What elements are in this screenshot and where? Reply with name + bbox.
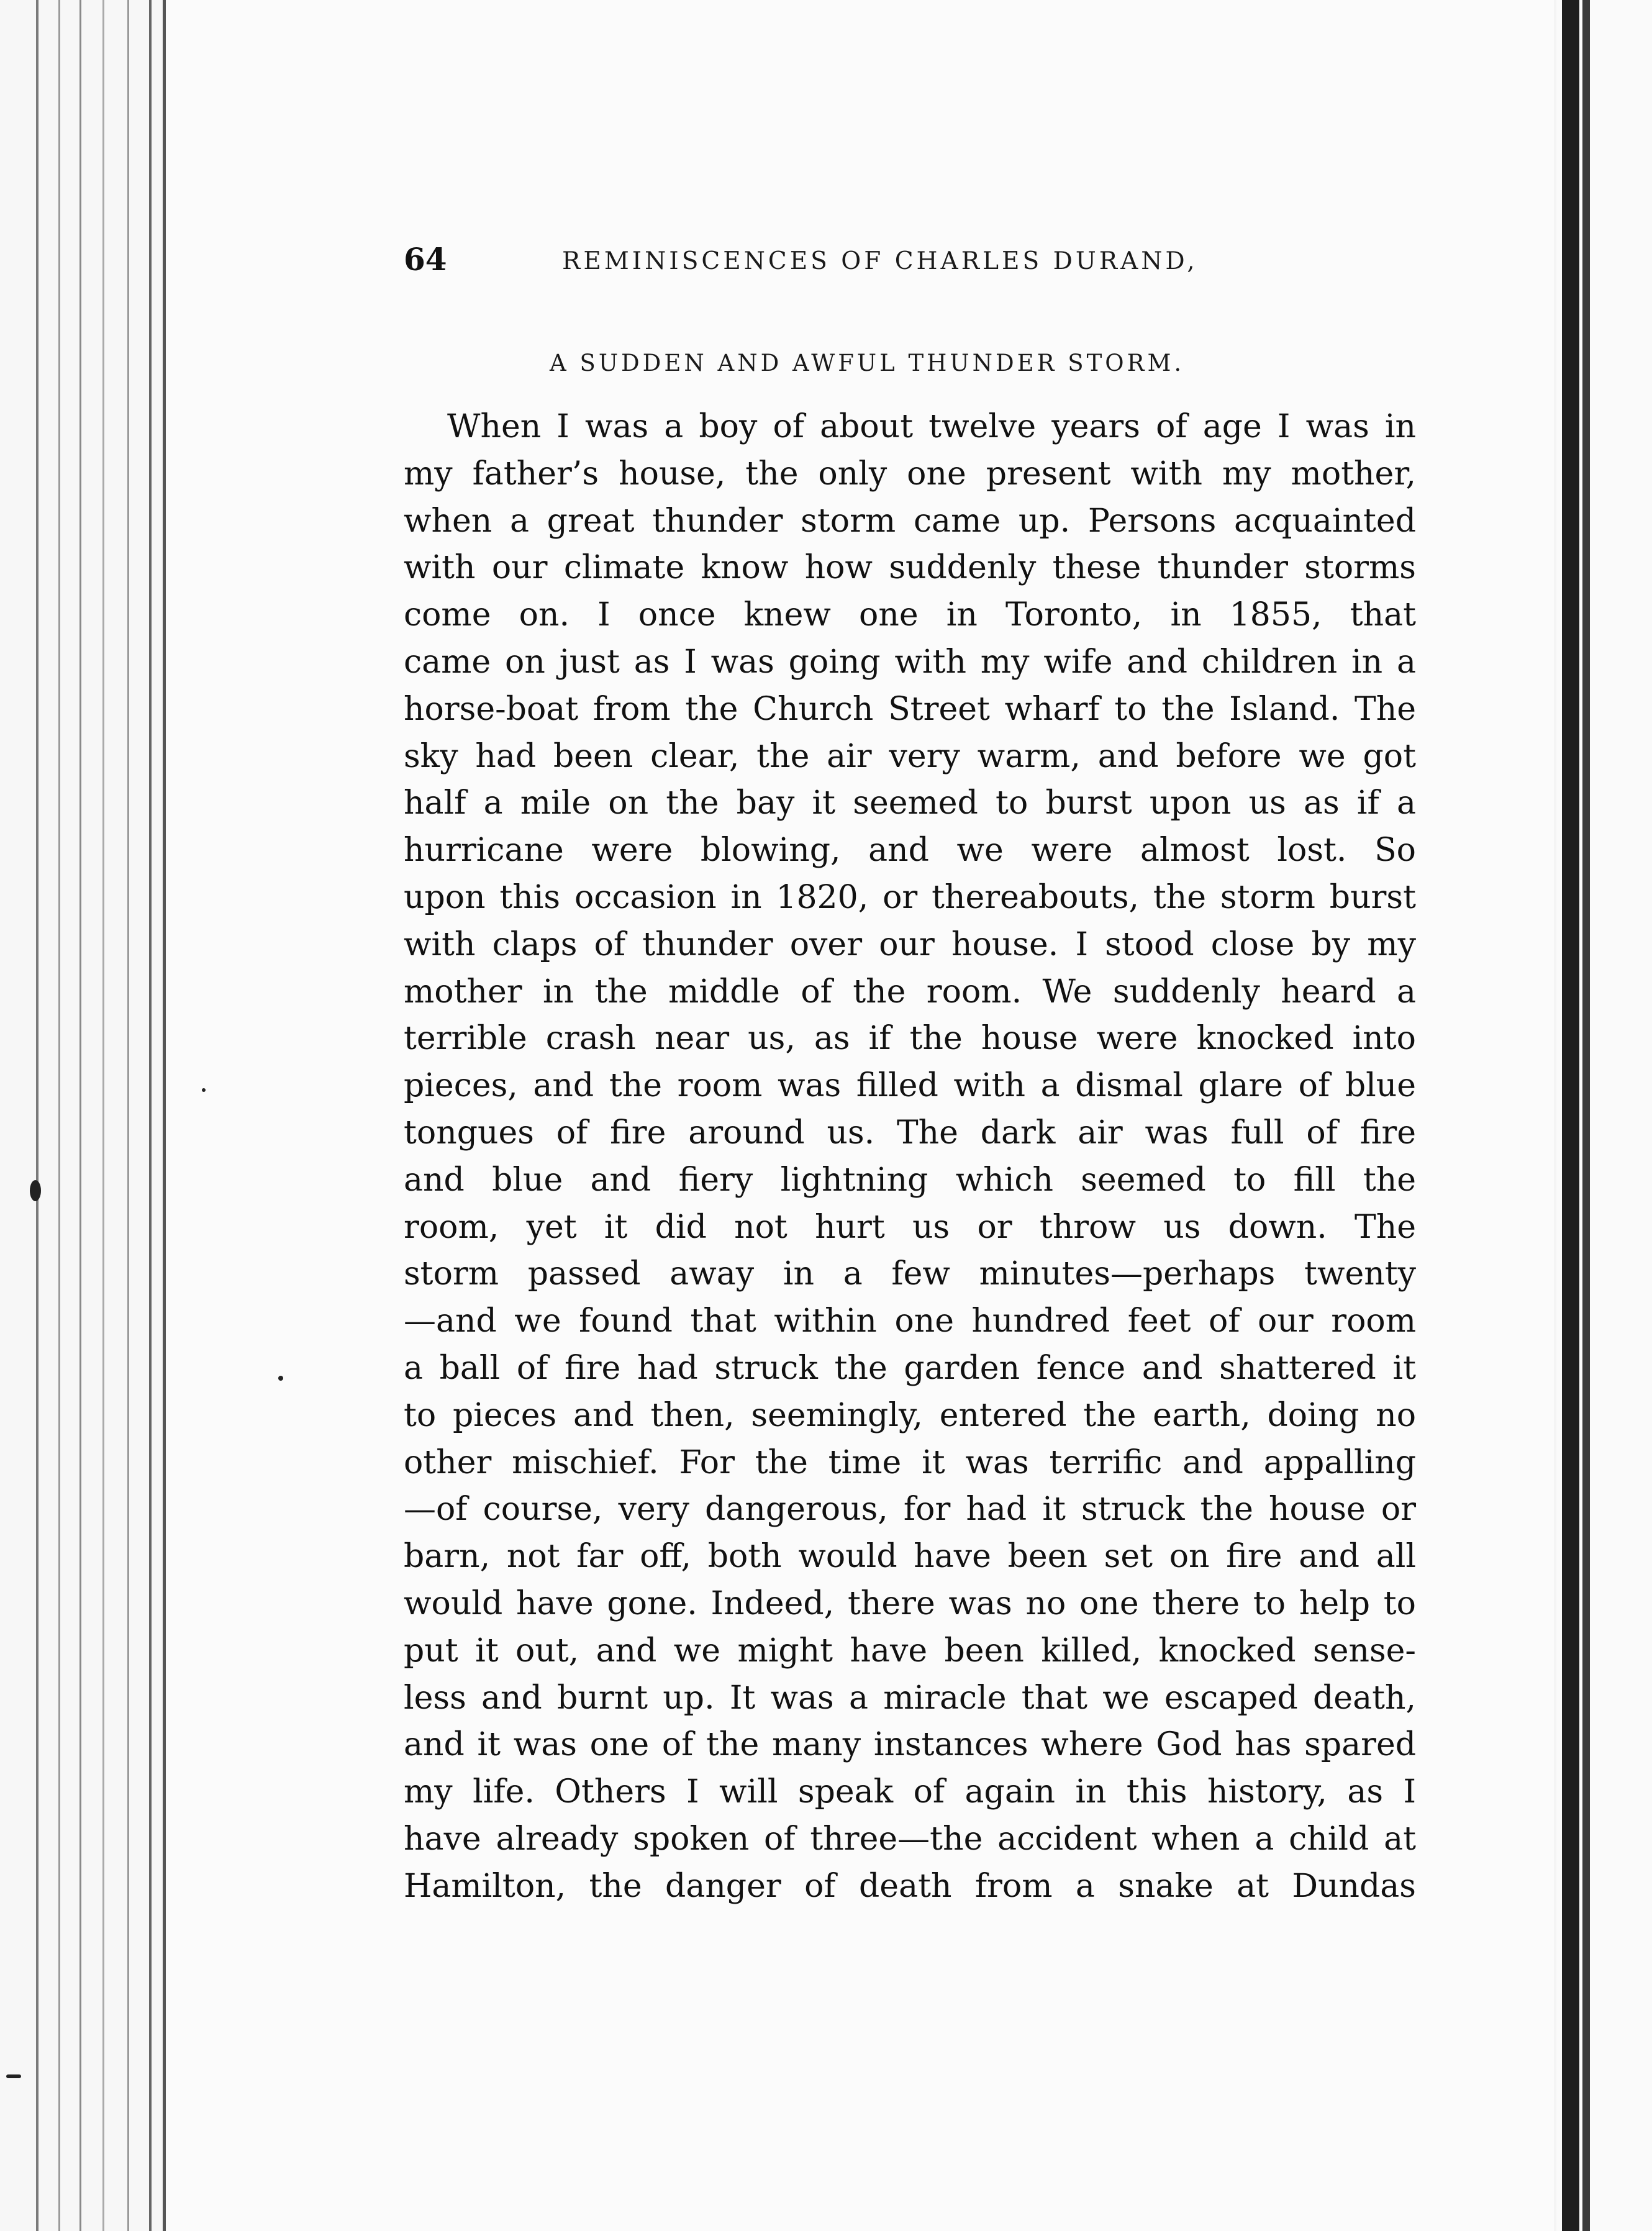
text-line: half a mile on the bay it seemed to burst upon us as if a [404, 784, 1416, 822]
text-line: tongues of fire around us. The dark air was full of fire [404, 1114, 1416, 1152]
text-line: hurricane were blowing, and we were almost lost. So [404, 832, 1416, 870]
text-line: and blue and fiery lightning which seemed to fill the [404, 1161, 1416, 1199]
binding-shadow-secondary [1582, 0, 1590, 2231]
left-page-edges [0, 0, 161, 2231]
text-line: put it out, and we might have been killed, knocked sense- [404, 1632, 1416, 1670]
section-title: A SUDDEN AND AWFUL THUNDER STORM. [550, 350, 1185, 376]
text-line: —of course, very dangerous, for had it struck the house or [404, 1491, 1416, 1529]
text-line: with our climate know how suddenly these thunder storms [404, 549, 1416, 587]
text-line: horse-boat from the Church Street wharf to the Island. The [404, 690, 1416, 728]
text-line: with claps of thunder over our house. I stood close by my [404, 925, 1416, 963]
scan-speck [278, 1376, 283, 1381]
text-line: would have gone. Indeed, there was no one there to help to [404, 1584, 1416, 1622]
body-text [404, 404, 1416, 1911]
page-edge-line [36, 0, 39, 2231]
page-edge-line [79, 0, 81, 2231]
text-line: room, yet it did not hurt us or throw us down. The [404, 1208, 1416, 1246]
text-line: —and we found that within one hundred feet of our room [404, 1302, 1416, 1340]
text-line: came on just as I was going with my wife and children in a [404, 643, 1416, 681]
text-line: come on. I once knew one in Toronto, in 1855, that [404, 596, 1416, 634]
text-line: a ball of fire had struck the garden fence and shattered it [404, 1349, 1416, 1387]
text-line: and it was one of the many instances where God has spared [404, 1726, 1416, 1764]
text-line: Hamilton, the danger of death from a snake at Dundas [404, 1867, 1416, 1905]
page-edge-line [58, 0, 60, 2231]
text-line: my life. Others I will speak of again in this history, as I [404, 1773, 1416, 1811]
text-line: my father’s house, the only one present with my mother, [404, 455, 1416, 493]
scan-speck [6, 2074, 21, 2078]
text-line: to pieces and then, seemingly, entered the earth, doing no [404, 1396, 1416, 1434]
text-line: sky had been clear, the air very warm, and before we got [404, 737, 1416, 775]
text-line: storm passed away in a few minutes—perhaps twenty [404, 1255, 1416, 1293]
text-line: pieces, and the room was filled with a dismal glare of blue [404, 1067, 1416, 1105]
text-line: other mischief. For the time it was terrific and appalling [404, 1443, 1416, 1481]
text-line: have already spoken of three—the accident when a child at [404, 1820, 1416, 1858]
page-edge-line [149, 0, 152, 2231]
page-number: 64 [404, 241, 447, 278]
text-line: when a great thunder storm came up. Persons acquainted [404, 502, 1416, 540]
text-line: barn, not far off, both would have been set on fire and all [404, 1538, 1416, 1576]
page-edge-line [127, 0, 129, 2231]
scan-speck [30, 1180, 41, 1201]
text-line: less and burnt up. It was a miracle that we escaped death, [404, 1679, 1416, 1717]
text-line: upon this occasion in 1820, or thereabouts, the storm burst [404, 878, 1416, 916]
binding-shadow [1562, 0, 1579, 2231]
running-title: REMINISCENCES OF CHARLES DURAND, [562, 247, 1198, 275]
text-line: terrible crash near us, as if the house were knocked into [404, 1020, 1416, 1058]
page-edge-line [102, 0, 104, 2231]
scan-speck [202, 1088, 206, 1092]
text-line: mother in the middle of the room. We suddenly heard a [404, 973, 1416, 1011]
text-line: When I was a boy of about twelve years of age I was in [447, 408, 1416, 445]
